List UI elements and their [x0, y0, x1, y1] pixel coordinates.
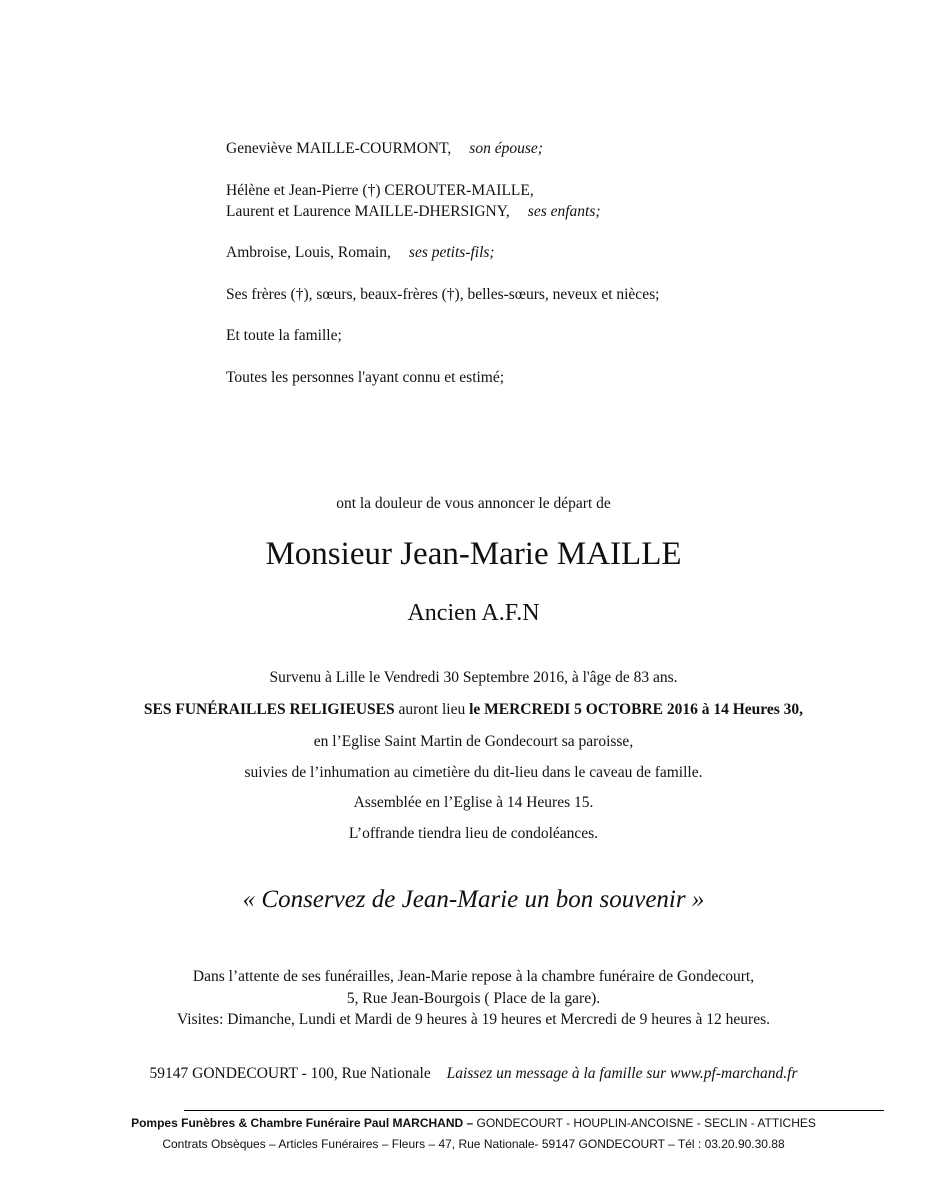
- family-enfants-line2: [226, 203, 601, 221]
- family-petits-fils: [226, 244, 495, 262]
- announce-text: ont la douleur de vous annoncer le départ de: [336, 495, 611, 512]
- detail-inhumation: suivies de l’inhumation au cimetière du dit-lieu dans le caveau de famille.: [244, 764, 703, 781]
- family-freres: Ses frères (†), sœurs, beaux-frères (†), belles-sœurs, neveux et nièces;: [226, 286, 660, 303]
- footer-line1: [0, 1116, 947, 1130]
- funerailles-bold2: le MERCREDI 5 OCTOBRE 2016 à 14 Heures 30,: [469, 701, 804, 718]
- footer-company: Pompes Funèbres & Chambre Funéraire Paul MARCHAND –: [131, 1116, 474, 1130]
- enfants-role: ses enfants;: [527, 203, 601, 220]
- repose-line3: Visites: Dimanche, Lundi et Mardi de 9 heures à 19 heures et Mercredi de 9 heures à 12 heures.: [176, 1011, 771, 1028]
- detail-assemblee: Assemblée en l’Eglise à 14 Heures 15.: [353, 794, 594, 811]
- website-message[interactable]: Laissez un message à la famille sur www.pf-marchand.fr: [446, 1065, 798, 1082]
- detail-offrande: L’offrande tiendra lieu de condoléances.: [348, 825, 599, 842]
- repose-line2: 5, Rue Jean-Bourgois ( Place de la gare).: [346, 990, 601, 1007]
- funerailles-bold1: SES FUNÉRAILLES RELIGIEUSES: [143, 701, 395, 718]
- repose-line1: Dans l’attente de ses funérailles, Jean-Marie repose à la chambre funéraire de Gondecourt,: [192, 968, 755, 985]
- petits-fils-role: ses petits-fils;: [408, 244, 495, 261]
- footer-locations: GONDECOURT - HOUPLIN-ANCOISNE - SECLIN - ATTICHES: [473, 1116, 816, 1130]
- epouse-role: son épouse;: [469, 140, 543, 157]
- detail-survenu: Survenu à Lille le Vendredi 30 Septembre 2016, à l'âge de 83 ans.: [269, 669, 678, 686]
- family-famille: Et toute la famille;: [226, 327, 342, 344]
- memorial-quote: « Conservez de Jean-Marie un bon souvenir »: [242, 886, 705, 913]
- family-enfants-line1: Hélène et Jean-Pierre (†) CEROUTER-MAILLE,: [226, 182, 534, 199]
- footer-line2: Contrats Obsèques – Articles Funéraires – Fleurs – 47, Rue Nationale- 59147 GONDECOURT – Tél : 03.20.90.30.88: [162, 1137, 785, 1151]
- deceased-title: Ancien A.F.N: [407, 600, 540, 626]
- epouse-name: Geneviève MAILLE-COURMONT,: [226, 140, 452, 157]
- address-line: [0, 1065, 947, 1083]
- address-text: 59147 GONDECOURT - 100, Rue Nationale: [149, 1065, 431, 1082]
- detail-eglise: en l’Eglise Saint Martin de Gondecourt sa paroisse,: [313, 733, 634, 750]
- footer-divider: [184, 1110, 884, 1111]
- funerailles-mid: auront lieu: [394, 701, 470, 718]
- detail-funerailles: [0, 701, 947, 719]
- family-epouse: [226, 140, 543, 158]
- petits-fils-name: Ambroise, Louis, Romain,: [226, 244, 391, 261]
- deceased-name: Monsieur Jean-Marie MAILLE: [265, 536, 682, 572]
- enfants-name: Laurent et Laurence MAILLE-DHERSIGNY,: [226, 203, 510, 220]
- family-personnes: Toutes les personnes l'ayant connu et estimé;: [226, 369, 505, 386]
